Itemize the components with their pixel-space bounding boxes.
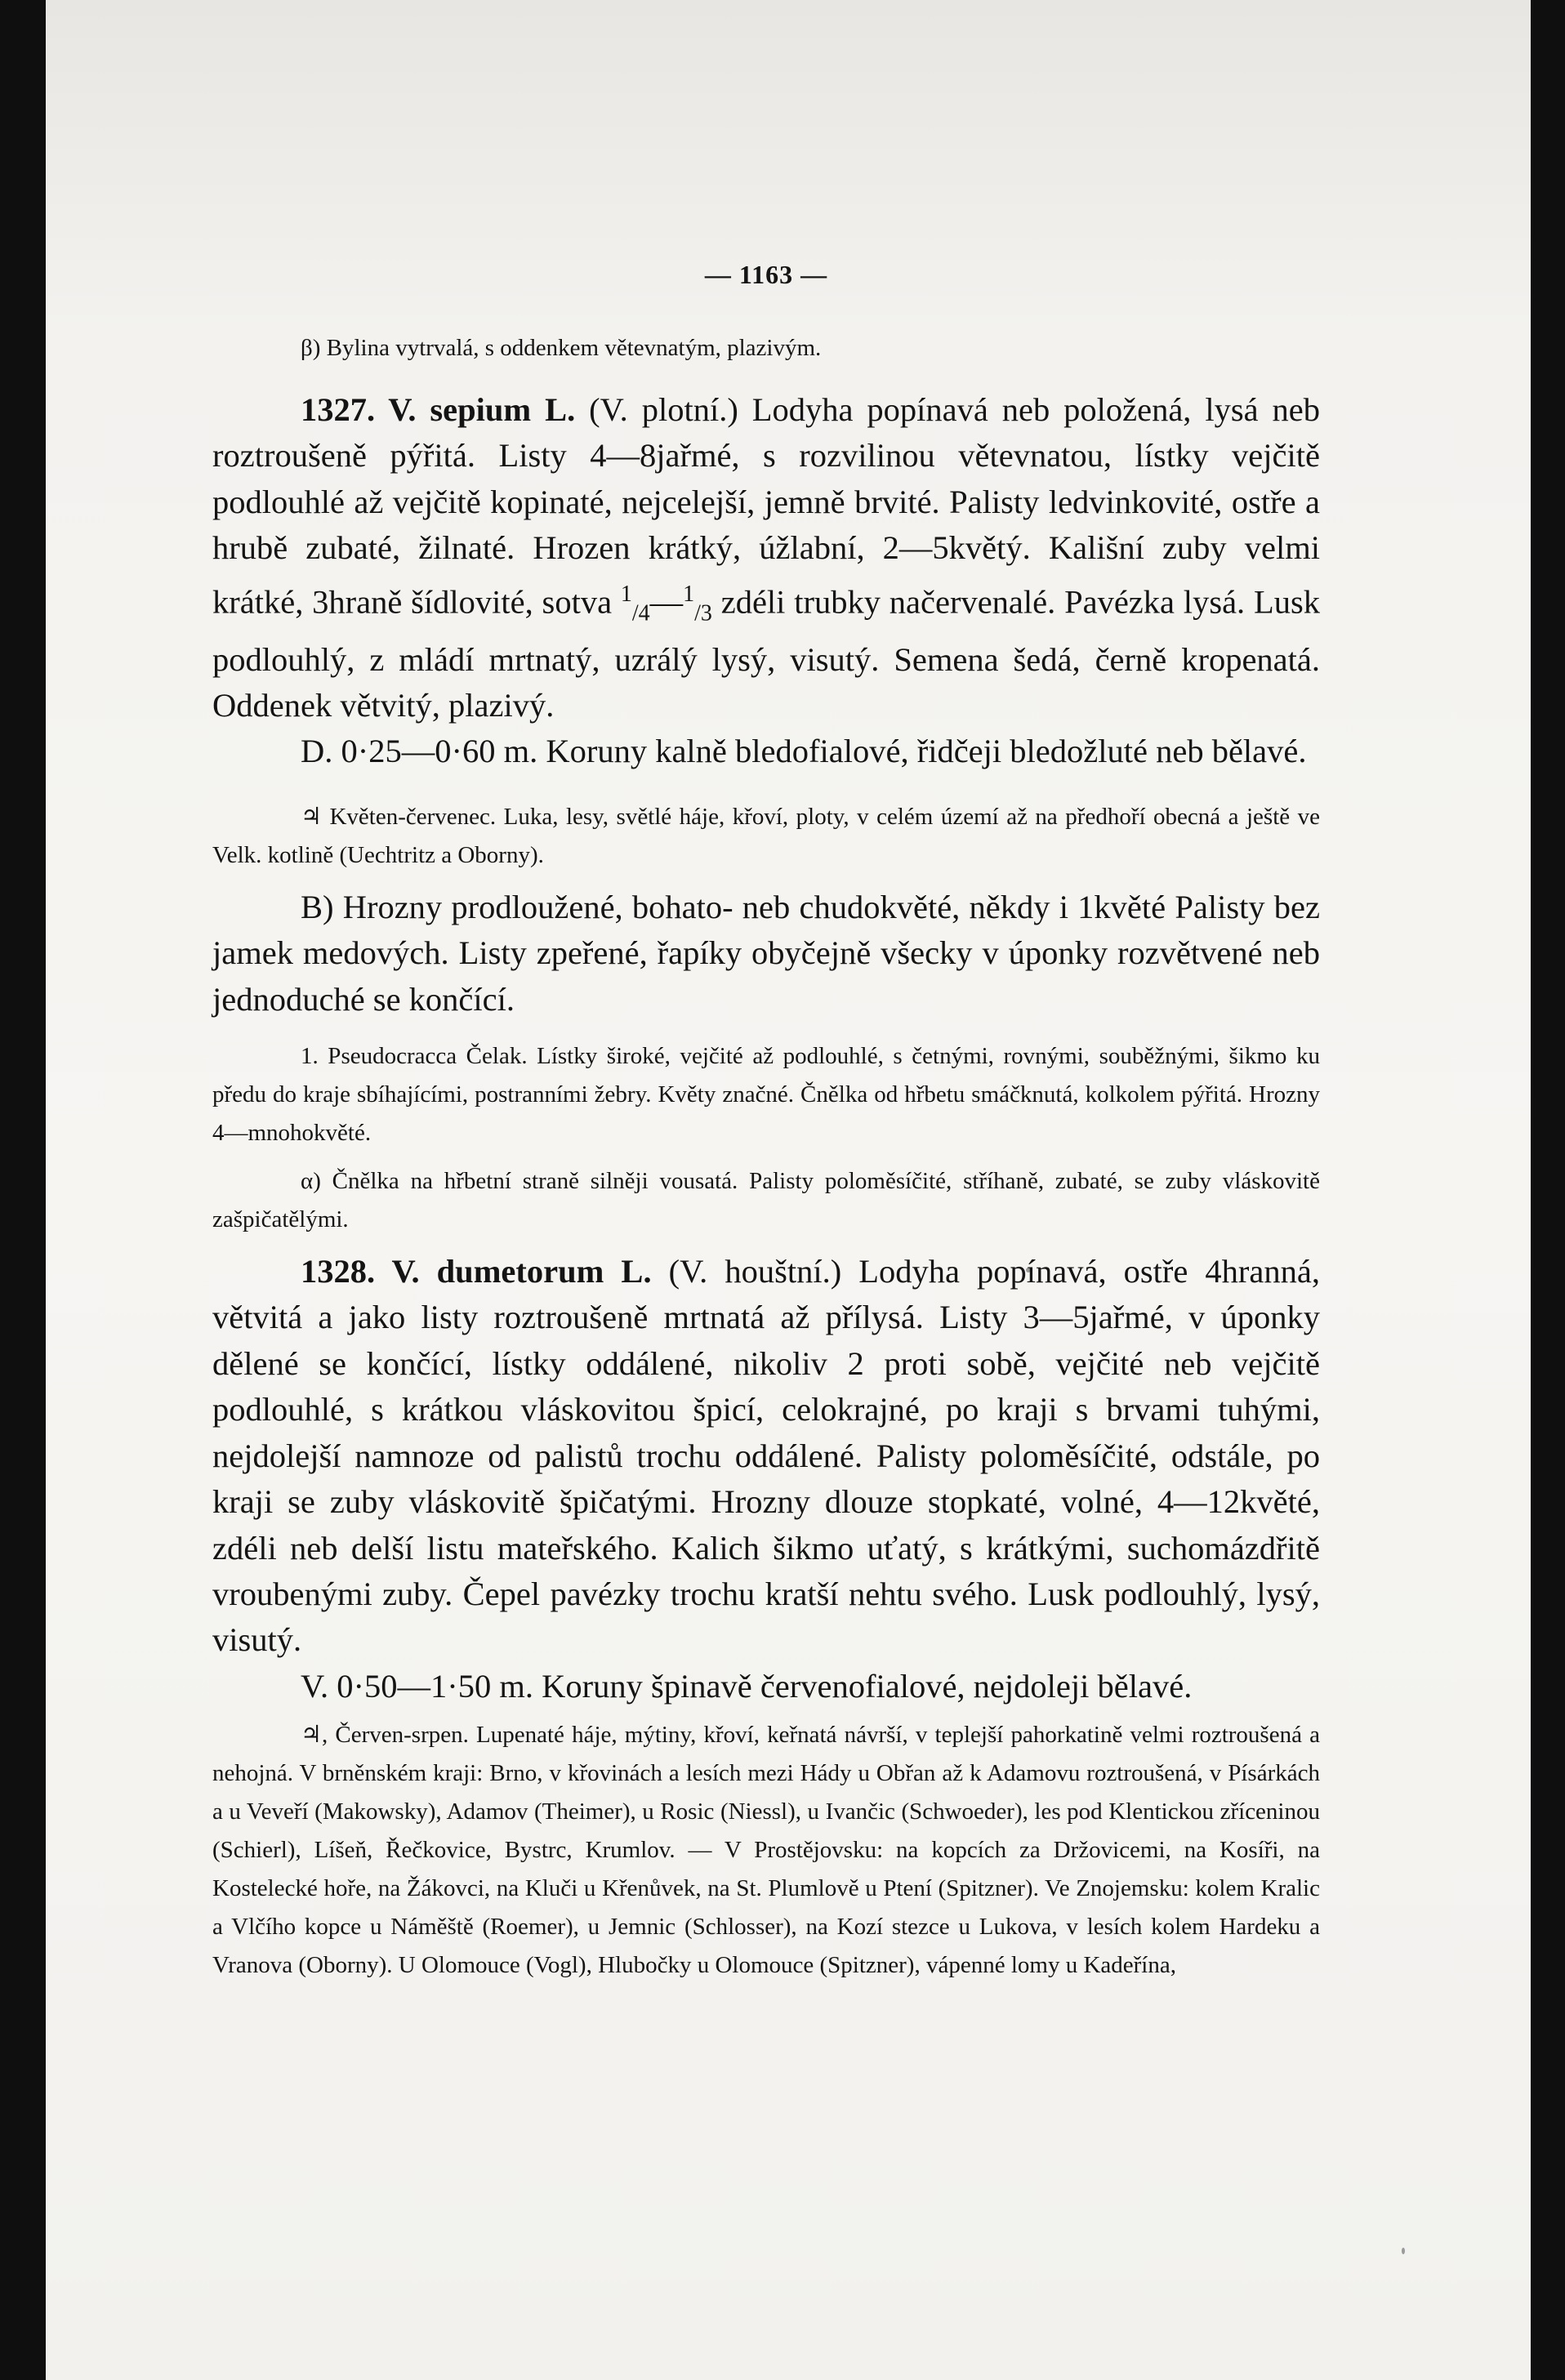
species-1327-common-name: (V. plotní.) bbox=[575, 391, 752, 428]
scan-speck bbox=[1402, 2248, 1405, 2254]
page-number: — 1163 — bbox=[704, 260, 828, 289]
species-1327-text-2: zdéli trubky načervenalé. Pavézka lysá. Lusk podlouhlý, z mládí mrtnatý, uzrálý lysý, visutý. Semena šedá, černě kropenatá. Oddenek větvitý, plazivý. bbox=[212, 583, 1320, 724]
species-1327-description bbox=[212, 387, 1320, 729]
species-1327-size-colour: D. 0·25—0·60 m. Koruny kalně bledofialové, řidčeji bledožluté neb bělavé. bbox=[301, 733, 1307, 770]
species-1327-habitat: ♃ Květen-červenec. Luka, lesy, světlé háje, křoví, ploty, v celém území až na předhoří obecná a ještě ve Velk. kotlině (Uechtritz a Oborny). bbox=[212, 803, 1320, 868]
species-1328-heading: 1328. V. dumetorum L. bbox=[301, 1253, 652, 1290]
section-alpha: α) Čnělka na hřbetní straně silněji vousatá. Palisty poloměsíčité, stříhaně, zubaté, se zuby vláskovitě zašpičatělými. bbox=[212, 1168, 1320, 1233]
scanned-page bbox=[46, 0, 1531, 2380]
section-beta: β) Bylina vytrvalá, s oddenkem větevnatým, plazivým. bbox=[301, 335, 822, 361]
species-1328-text: Lodyha popínavá, ostře 4hranná, větvitá a jako listy roztroušeně mrtnatá až přílysá. Listy 3—5jařmé, v úponky dělené se končící, lístky oddálené, nikoliv 2 proti sobě, vejčité neb vejčitě podlouhlé, s krátkou vláskovitou špicí, celokrajné, po kraji s brvami tuhými, nejdolejší namnoze od palistů trochu oddálené. Palisty poloměsíčité, odstále, po kraji se zuby vláskovitě špičatými. Hrozny dlouze stopkaté, volné, 4—12květé, zdéli neb delší listu mateřského. Kalich šikmo uťatý, s krátkými, suchomázdřitě vroubenými zuby. Čepel pavézky trochu kratší nehtu svého. Lusk podlouhlý, lysý, visutý. bbox=[212, 1253, 1320, 1659]
page-body bbox=[212, 260, 1320, 1985]
section-b: B) Hrozny prodloužené, bohato- neb chudokvěté, někdy i 1květé Palisty bez jamek medových. Listy zpeřené, řapíky obyčejně všecky v úponky rozvětvené neb jednoduché se končící. bbox=[212, 888, 1320, 1018]
fraction-denominator: /4 bbox=[631, 600, 650, 626]
species-1328-size-colour: V. 0·50—1·50 m. Koruny špinavě červenofialové, nejdoleji bělavé. bbox=[301, 1667, 1193, 1705]
fraction-dash: — bbox=[649, 583, 684, 621]
species-1327-heading: 1327. V. sepium L. bbox=[301, 391, 576, 428]
species-1328-description bbox=[212, 1249, 1320, 1664]
species-1328-common-name: (V. houštní.) bbox=[651, 1253, 859, 1290]
fraction-numerator: 1 bbox=[683, 581, 695, 607]
fraction-denominator: /3 bbox=[694, 600, 712, 626]
species-1328-habitat: ♃, Červen-srpen. Lupenaté háje, mýtiny, křoví, keřnatá návrší, v teplejší pahorkatině velmi roztroušená a nehojná. V brněnském kraji: Brno, v křovinách a lesích mezi Hády u Obřan až k Adamovu roztroušená, v Písárkách a u Veveří (Makowsky), Adamov (Theimer), u Rosic (Niessl), u Ivančic (Schwoeder), les pod Klentickou zříceninou (Schierl), Líšeň, Řečkovice, Bystrc, Krumlov. — V Prostějovsku: na kopcích za Držovicemi, na Kosíři, na Kostelecké hoře, na Žákovci, na Kluči u Křenůvek, na St. Plumlově u Ptení (Spitzner). Ve Znojemsku: kolem Kralic a Vlčího kopce u Náměště (Roemer), u Jemnic (Schlosser), na Kozí stezce u Lukova, v lesích kolem Hardeku a Vranova (Oborny). U Olomouce (Vogl), Hlubočky u Olomouce (Spitzner), vápenné lomy u Kadeřína, bbox=[212, 1722, 1320, 1979]
species-1327-text-1: Lodyha popínavá neb položená, lysá neb roztroušeně pýřitá. Listy 4—8jařmé, s rozvilinou větevnatou, lístky vejčitě podlouhlé až vejčitě kopinaté, nejcelejší, jemně brvité. Palisty ledvinkovité, ostře a hrubě zubaté, žilnaté. Hrozen krátký, úžlabní, 2—5květý. Kališní zuby velmi krátké, 3hraně šídlovité, sotva bbox=[212, 391, 1320, 621]
subgenus-pseudocracca: 1. Pseudocracca Čelak. Lístky široké, vejčité až podlouhlé, s četnými, rovnými, souběžnými, šikmo ku předu do kraje sbíhajícími, postranními žebry. Květy značné. Čnělka od hřbetu smáčknutá, kolkolem pýřitá. Hrozny 4—mnohokvěté. bbox=[212, 1043, 1320, 1147]
fraction-numerator: 1 bbox=[620, 581, 632, 607]
